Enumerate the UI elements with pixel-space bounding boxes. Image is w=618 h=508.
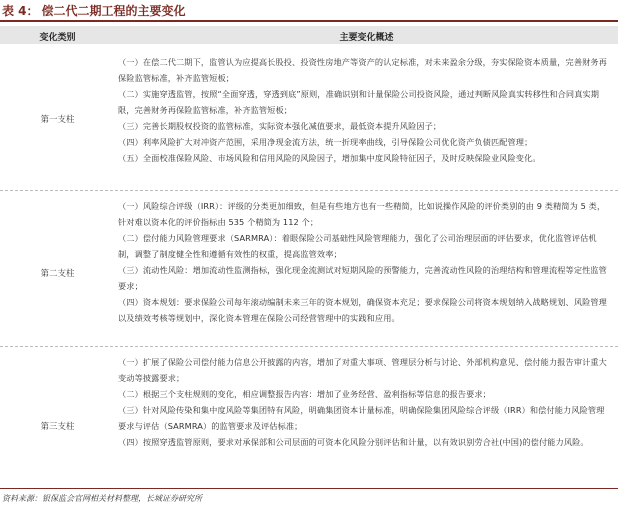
list-item: （一）扩展了保险公司偿付能力信息公开披露的内容，增加了对重大事项、管理层分析与讨论、外部机构意见、偿付能力报告审计重大变动等披露要求； bbox=[118, 357, 607, 383]
header-category: 变化类别 bbox=[39, 33, 76, 43]
list-item: （一）在偿二代二期下，监管认为应提高长股投、投资性房地产等资产的认定标准，对未来盈余分级，夯实保险资本质量，完善财务再保险监管标准，补齐监管短板； bbox=[118, 57, 607, 83]
table-title-text: 偿二代二期工程的主要变化 bbox=[41, 3, 186, 18]
list-item: （四）资本规划：要求保险公司每年滚动编制未来三年的资本规划，确保资本充足；要求保险公司将资本规划纳入战略规划、风险管理以及绩效考核等规划中，深化资本管理在保险公司经营管理中的实践和应用。 bbox=[118, 297, 607, 323]
list-item: （四）按照穿透监管原则，要求对承保部和公司层面的可资本化风险分别评估和计量，以有效识别劳合社(中国)的偿付能力风险。 bbox=[118, 437, 589, 447]
table-row bbox=[0, 194, 618, 347]
list-item: （三）完善长期股权投资的监管标准，实际资本强化减值要求，最低资本提升风险因子； bbox=[118, 121, 442, 131]
row-description bbox=[118, 198, 612, 326]
list-item: （四）利率风险扩大对冲资产范围，采用净现金流方法，统一折现率曲线，引导保险公司优化资产负债匹配管理； bbox=[118, 137, 533, 147]
source-note: 资料来源：银保监会官网相关材料整理，长城证券研究所 bbox=[0, 488, 618, 508]
header-description: 主要变化概述 bbox=[339, 33, 394, 43]
list-item: （二）根据三个支柱规则的变化，相应调整报告内容：增加了业务经营、盈利指标等信息的报告要求； bbox=[118, 389, 491, 399]
table-header bbox=[0, 26, 618, 44]
list-item: （一）风险综合评级（IRR）：评级的分类更加细致，但是有些地方也有一些精简，比如说操作风险的评价类别的由 9 类精简为 5 类，针对难以资本化的评价指标由 535 个精简为 112 个； bbox=[118, 201, 606, 227]
row-description bbox=[118, 54, 612, 166]
table-title bbox=[0, 0, 618, 22]
row-category: 第一支柱 bbox=[40, 115, 75, 125]
row-description bbox=[118, 354, 612, 450]
row-category: 第二支柱 bbox=[40, 269, 75, 279]
table-row bbox=[0, 350, 618, 484]
table-row bbox=[0, 50, 618, 191]
table-number: 表 4： bbox=[2, 3, 39, 18]
list-item: （三）流动性风险：增加流动性监测指标，强化现金流测试对短期风险的预警能力，完善流动性风险的治理结构和管理流程等定性监管要求； bbox=[118, 265, 607, 291]
list-item: （五）全面校准保险风险、市场风险和信用风险的风险因子，增加集中度风险特征因子，及时反映保险业风险变化。 bbox=[118, 153, 541, 163]
list-item: （三）针对风险传染和集中度风险等集团特有风险，明确集团资本计量标准，明确保险集团风险综合评级（IRR）和偿付能力风险管理要求与评估（SARMRA）的监管要求及评估标准； bbox=[118, 405, 605, 431]
list-item: （二）偿付能力风险管理要求（SARMRA）：着眼保险公司基础性风险管理能力，强化了公司治理层面的评估要求，优化监管评估机制，调整了制度健全性和遵循有效性的权重，提高监管效率； bbox=[118, 233, 597, 259]
row-category: 第三支柱 bbox=[40, 422, 75, 432]
list-item: （二）实施穿透监管，按照“全面穿透，穿透到底”原则，准确识别和计量保险公司投资风险，通过判断风险真实转移性和合同真实期限，完善财务再保险监管标准，补齐监管短板； bbox=[118, 89, 600, 115]
